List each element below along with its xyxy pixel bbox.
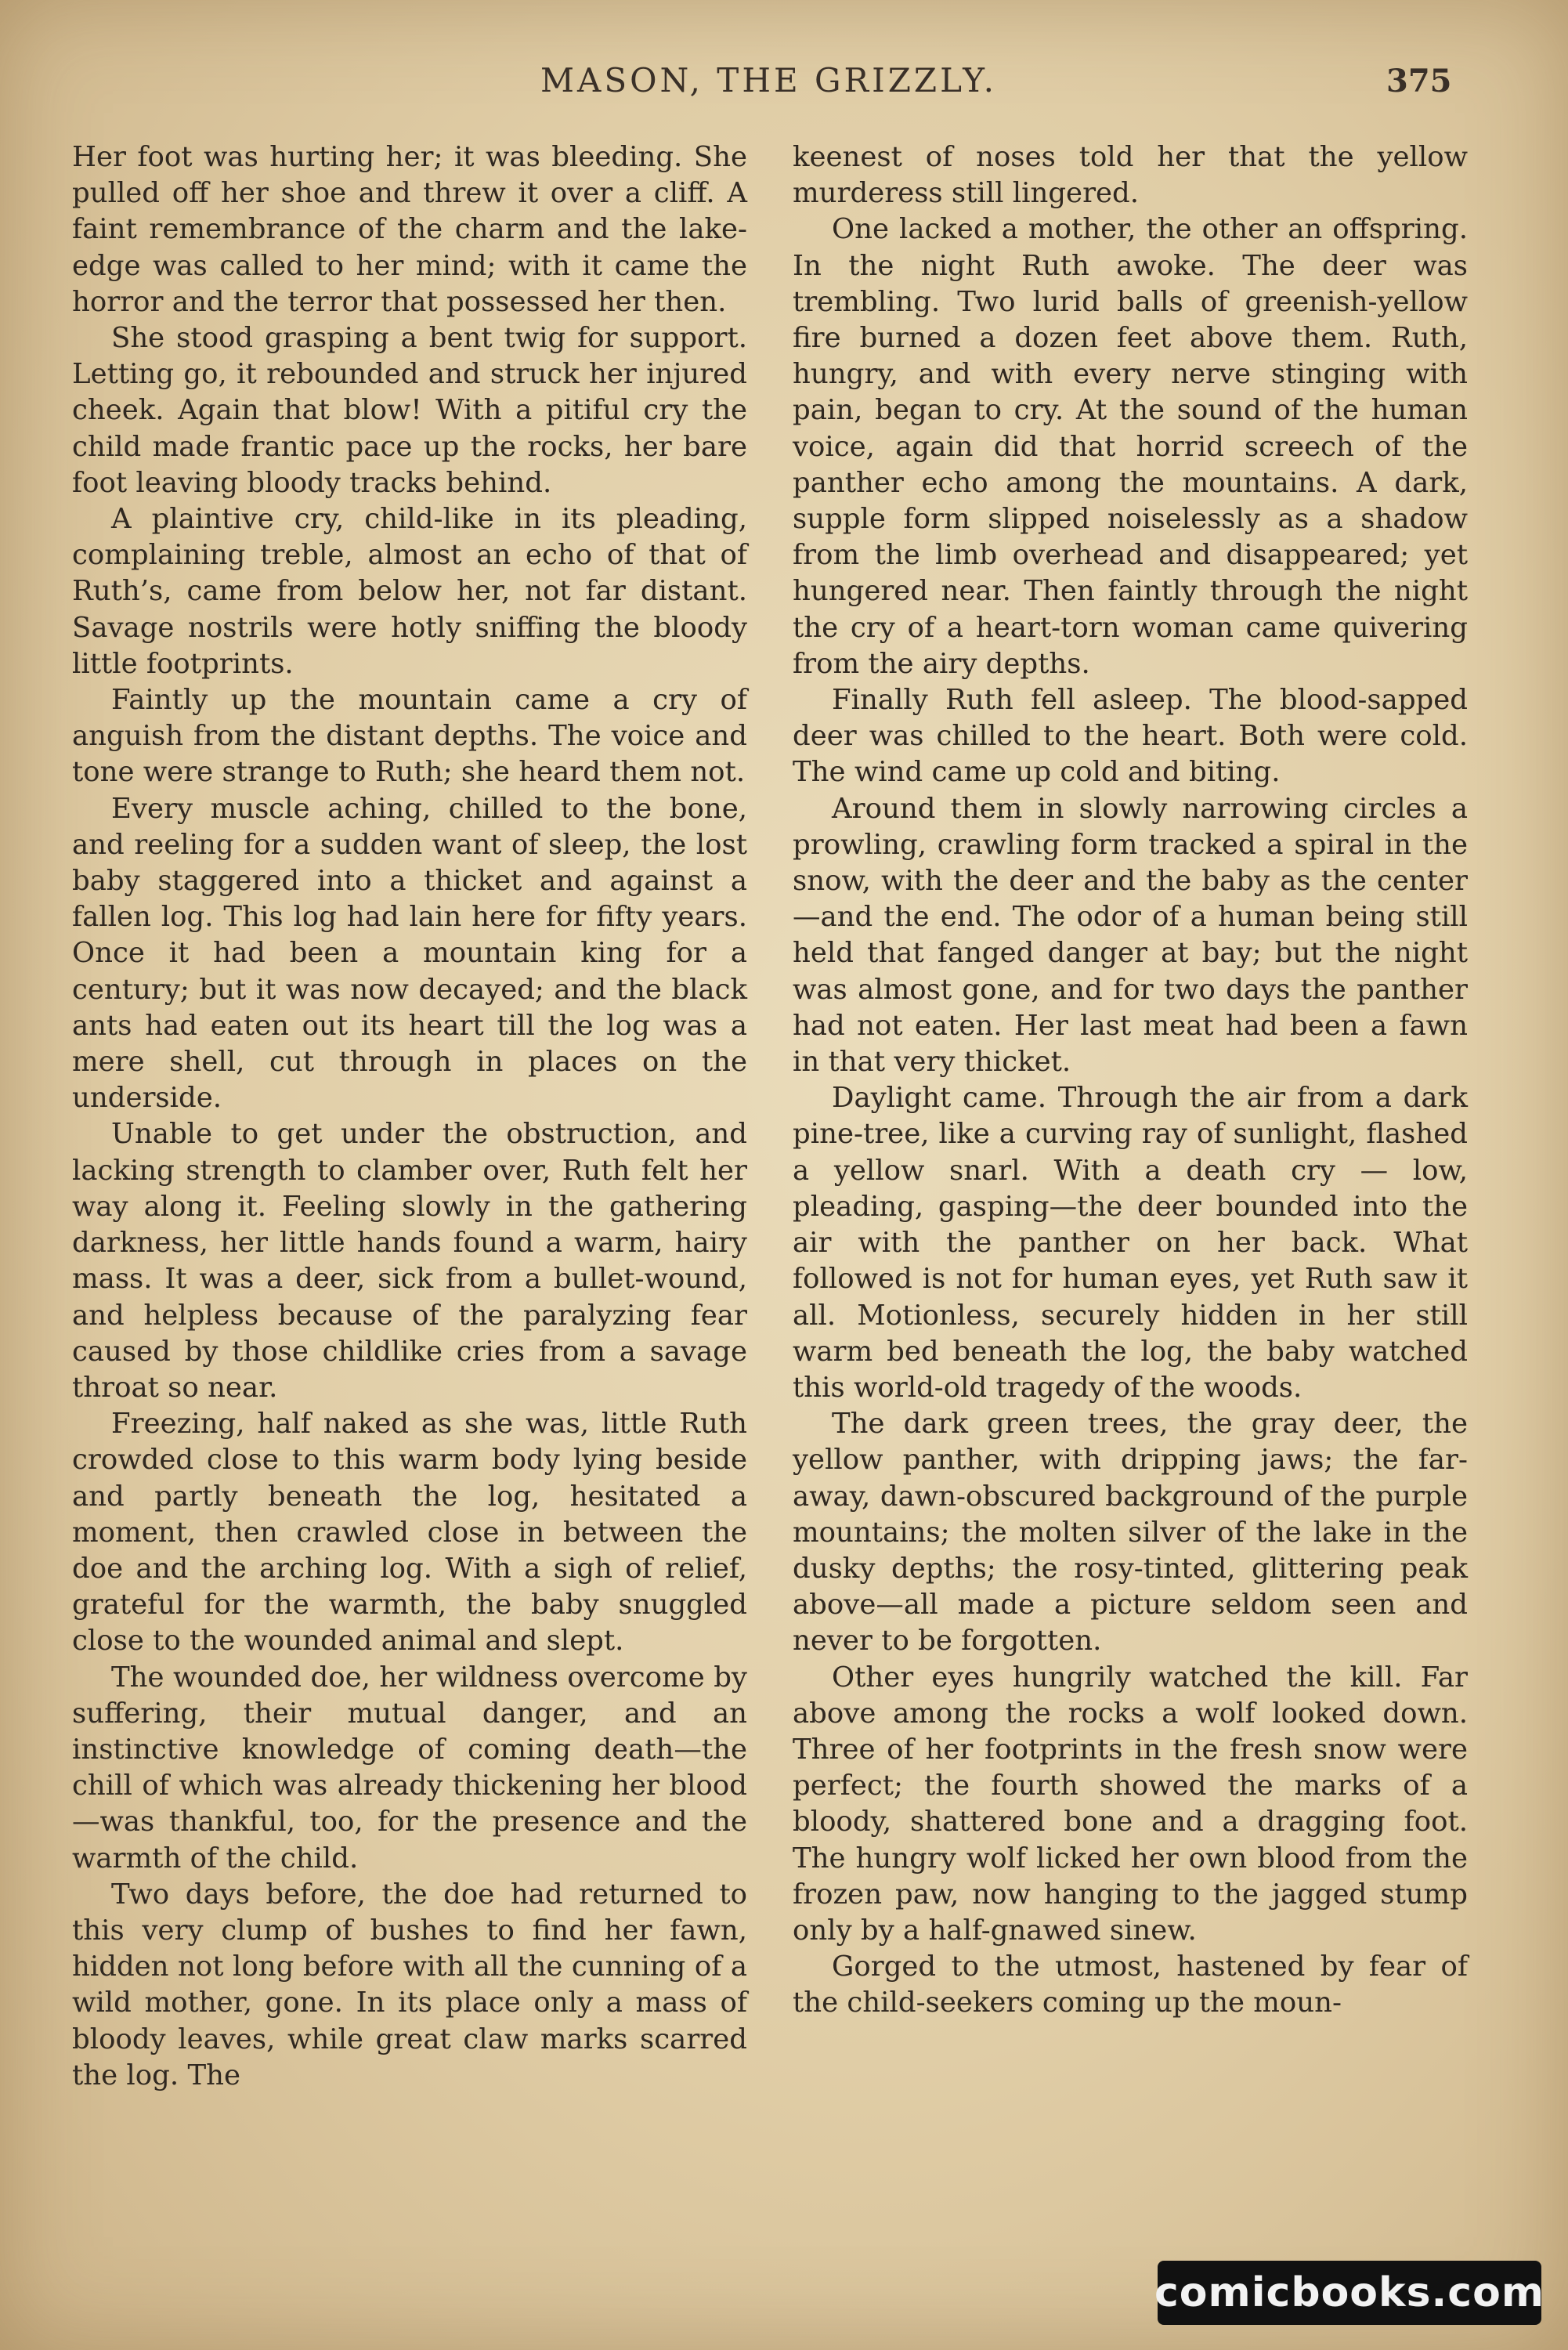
paragraph: Her foot was hurting her; it was bleeding. She pulled off her shoe and threw it over a cliff. A faint remembrance of the charm and the lake-edge was called to her mind; with it came the horror and the terror that possessed her then. bbox=[72, 141, 747, 318]
paragraph: Freezing, half naked as she was, little Ruth crowded close to this warm body lying beside and partly beneath the log, hesitated a moment, then crawled close in between the doe and the arching log. With a sigh of relief, grateful for the warmth, the baby snuggled close to the wounded animal and slept. bbox=[72, 1408, 747, 1658]
running-title: MASON, THE GRIZZLY. bbox=[540, 61, 997, 99]
paragraph: The dark green trees, the gray deer, the yellow panther, with dripping jaws; the far-away, dawn-obscured background of the purple mountains; the molten silver of the lake in the dusky depths; the rosy-tinted, glittering peak above—all made a picture seldom seen and never to be forgotten. bbox=[793, 1408, 1468, 1658]
paragraph: One lacked a mother, the other an offspring. In the night Ruth awoke. The deer was trembling. Two lurid balls of greenish-yellow fire burned a dozen feet above them. Ruth, hungry, and with every nerve stinging with pain, began to cry. At the sound of the human voice, again did that horrid screech of the panther echo among the mountains. A dark, supple form slipped noiselessly as a shadow from the limb overhead and disappeared; yet hungered near. Then faintly through the night the cry of a heart-torn woman came quivering from the airy depths. bbox=[793, 213, 1468, 680]
right-text-column bbox=[793, 139, 1468, 2022]
paragraph: Every muscle aching, chilled to the bone, and reeling for a sudden want of sleep, the lost baby staggered into a thicket and against a fallen log. This log had lain here for fifty years. Once it had been a mountain king for a century; but it was now decayed; and the black ants had eaten out its heart till the log was a mere shell, cut through in places on the underside. bbox=[72, 792, 747, 1115]
paragraph: Finally Ruth fell asleep. The blood-sapped deer was chilled to the heart. Both were cold. The wind came up cold and biting. bbox=[793, 684, 1468, 789]
page-number: 375 bbox=[1386, 63, 1452, 99]
paragraph: Faintly up the mountain came a cry of anguish from the distant depths. The voice and tone were strange to Ruth; she heard them not. bbox=[72, 684, 747, 789]
paragraph: keenest of noses told her that the yellow murderess still lingered. bbox=[793, 141, 1468, 210]
paragraph: The wounded doe, her wildness overcome by suffering, their mutual danger, and an instinctive knowledge of coming death—the chill of which was already thickening her blood—was thankful, too, for the presence and the warmth of the child. bbox=[72, 1661, 747, 1875]
paragraph: Daylight came. Through the air from a dark pine-tree, like a curving ray of sunlight, flashed a yellow snarl. With a death cry — low, pleading, gasping—the deer bounded into the air with the panther on her back. What followed is not for human eyes, yet Ruth saw it all. Motionless, securely hidden in her still warm bed beneath the log, the baby watched this world-old tragedy of the woods. bbox=[793, 1082, 1468, 1404]
paragraph: Other eyes hungrily watched the kill. Far above among the rocks a wolf looked down. Three of her footprints in the fresh snow were perfect; the fourth showed the marks of a bloody, shattered bone and a dragging foot. The hungry wolf licked her own blood from the frozen paw, now hanging to the jagged stump only by a half-gnawed sinew. bbox=[793, 1661, 1468, 1947]
watermark-badge bbox=[1154, 2261, 1545, 2325]
paragraph: Around them in slowly narrowing circles a prowling, crawling form tracked a spiral in the snow, with the deer and the baby as the center—and the end. The odor of a human being still held that fanged danger at bay; but the night was almost gone, and for two days the panther had not eaten. Her last meat had been a fawn in that very thicket. bbox=[793, 792, 1468, 1079]
paragraph: Two days before, the doe had returned to this very clump of bushes to find her fawn, hidden not long before with all the cunning of a wild mother, gone. In its place only a mass of bloody leaves, while great claw marks scarred the log. The bbox=[72, 1878, 747, 2092]
left-text-column bbox=[72, 139, 747, 2094]
paragraph: Gorged to the utmost, hastened by fear of the child-seekers coming up the moun- bbox=[793, 1950, 1468, 2019]
paragraph: Unable to get under the obstruction, and lacking strength to clamber over, Ruth felt her way along it. Feeling slowly in the gathering darkness, her little hands found a warm, hairy mass. It was a deer, sick from a bullet-wound, and helpless because of the paralyzing fear caused by those childlike cries from a savage throat so near. bbox=[72, 1118, 747, 1404]
paragraph: A plaintive cry, child-like in its pleading, complaining treble, almost an echo of that of Ruth’s, came from below her, not far distant. Savage nostrils were hotly sniffing the bloody little footprints. bbox=[72, 503, 747, 680]
watermark-text: comicbooks.com bbox=[1154, 2269, 1545, 2316]
paragraph: She stood grasping a bent twig for support. Letting go, it rebounded and struck her injured cheek. Again that blow! With a pitiful cry the child made frantic pace up the rocks, her bare foot leaving bloody tracks behind. bbox=[72, 322, 747, 499]
